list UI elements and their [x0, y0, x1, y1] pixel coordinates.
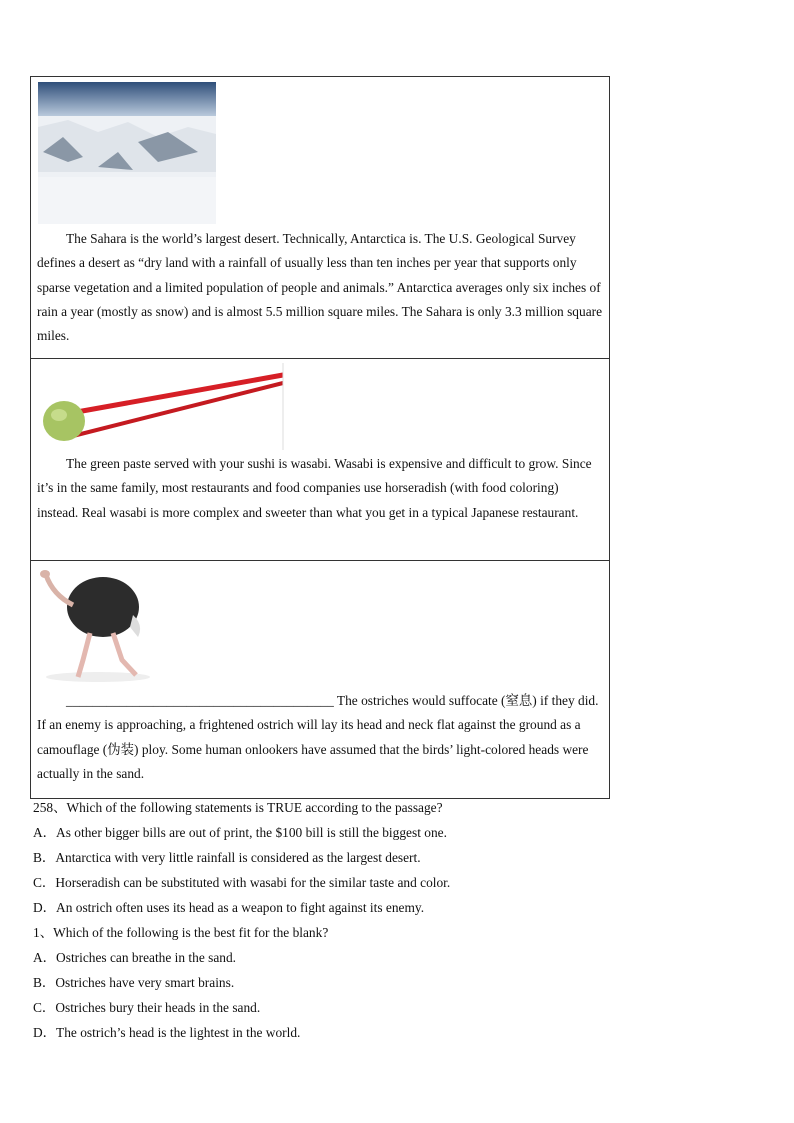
option-b[interactable]: B．Ostriches have very smart brains.: [33, 975, 235, 990]
option-a[interactable]: A．Ostriches can breathe in the sand.: [33, 950, 237, 965]
passage-table: [30, 76, 610, 799]
answer-blank: ________________________________________: [66, 693, 334, 708]
passage-ostrich: [31, 560, 609, 798]
passage-text: The green paste served with your sushi is wasabi. Wasabi is expensive and difficult to grow. Since it’s in the same family, most restaurants and food companies use horseradish (with food coloring) instead. Real wasabi is more complex and sweeter than what you get in a typical Japanese restaurant.: [37, 456, 592, 520]
question-258-stem: 258、Which of the following statements is TRUE according to the passage?: [33, 800, 443, 815]
passage-wasabi: [31, 358, 609, 560]
option-a[interactable]: A．As other bigger bills are out of print, the $100 bill is still the biggest one.: [33, 825, 447, 840]
wasabi-image: [40, 363, 285, 450]
question-list: [33, 795, 450, 1045]
option-b[interactable]: B．Antarctica with very little rainfall is considered as the largest desert.: [33, 850, 421, 865]
ostrich-image: [38, 565, 152, 683]
passage-text: ________________________________________ The ostriches would suffocate (窒息) if they did. If an enemy is approaching, a frightened ostrich will lay its head and neck flat against the ground as a camouflage (伪装) ploy. Some human onlookers have assumed that the birds’ light-colored heads were actually in the sand.: [37, 693, 599, 781]
option-c[interactable]: C．Ostriches bury their heads in the sand.: [33, 1000, 261, 1015]
option-d[interactable]: D．The ostrich’s head is the lightest in the world.: [33, 1025, 301, 1040]
option-c[interactable]: C．Horseradish can be substituted with wasabi for the similar taste and color.: [33, 875, 451, 890]
passage-text: The Sahara is the world’s largest desert. Technically, Antarctica is. The U.S. Geological Survey defines a desert as “dry land with a rainfall of usually less than ten inches per year that supports only sparse vegetation and a limited population of people and animals.” Antarctica averages only six inches of rain a year (mostly as snow) and is almost 5.5 million square miles. The Sahara is only 3.3 million square miles.: [37, 231, 603, 344]
passage-antarctica: [31, 77, 609, 358]
option-d[interactable]: D．An ostrich often uses its head as a weapon to fight against its enemy.: [33, 900, 425, 915]
antarctica-image: [38, 82, 216, 224]
question-1-stem: 1、Which of the following is the best fit for the blank?: [33, 925, 329, 940]
